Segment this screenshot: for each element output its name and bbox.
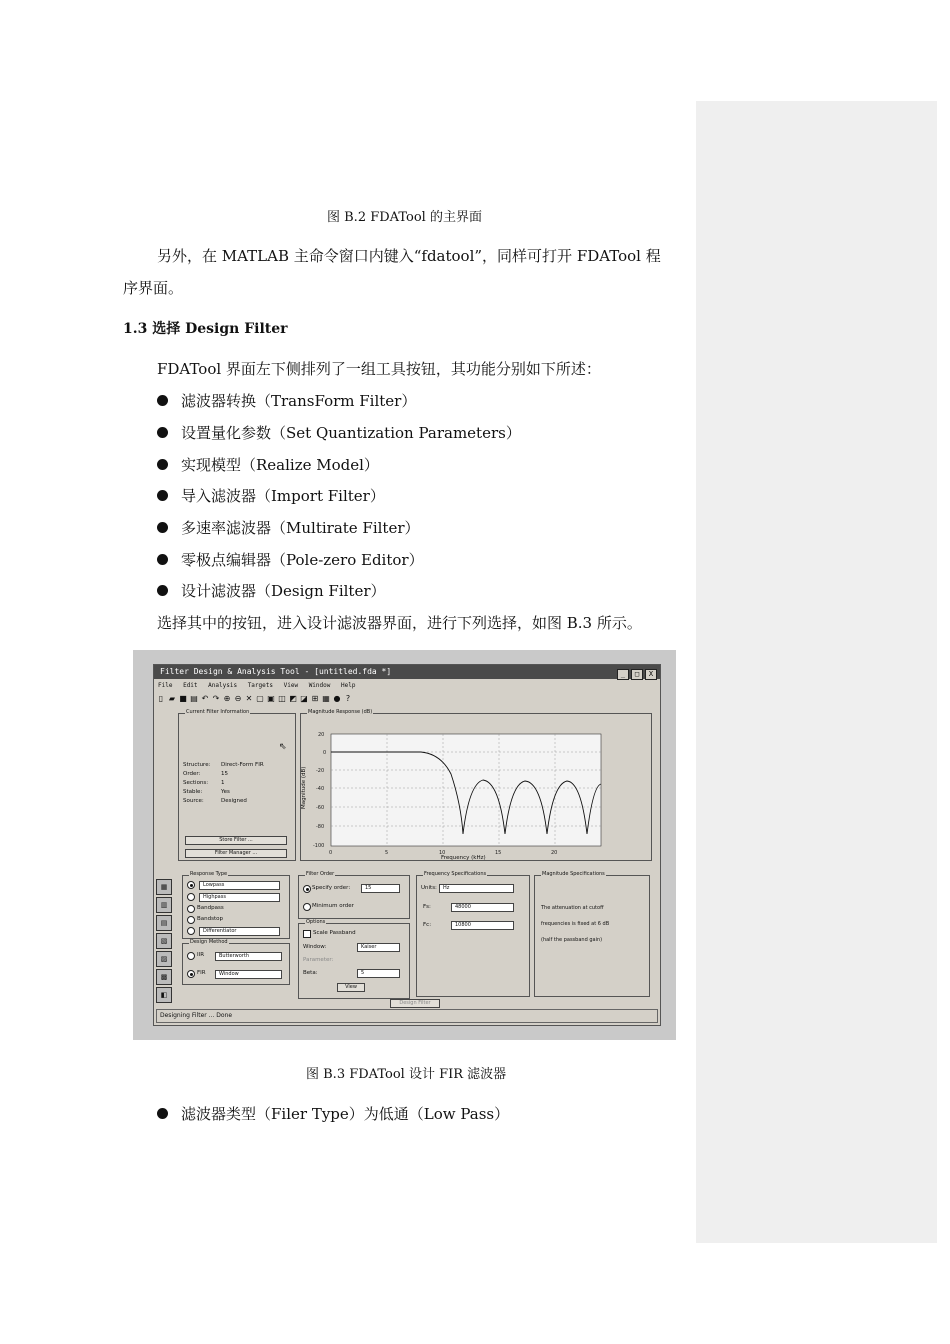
bullet-item bbox=[157, 422, 521, 443]
iir-radio[interactable] bbox=[187, 952, 195, 960]
fir-radio[interactable] bbox=[187, 970, 195, 978]
figure-caption-b3: 图 B.3 FDATool 设计 FIR 滤波器 bbox=[306, 1067, 507, 1082]
undo-icon[interactable]: ↶ bbox=[201, 694, 209, 703]
bullet-item bbox=[157, 1103, 509, 1124]
info-key: Structure: bbox=[183, 762, 211, 768]
filter-order-panel bbox=[298, 871, 410, 919]
bullet-item bbox=[157, 549, 424, 570]
highpass-radio[interactable] bbox=[187, 893, 195, 901]
bullet-item bbox=[157, 485, 385, 506]
info-value: Yes bbox=[221, 789, 230, 795]
status-bar: Designing Filter ... Done bbox=[156, 1009, 658, 1023]
ytick: -40 bbox=[316, 786, 325, 792]
redo-icon[interactable]: ↷ bbox=[212, 694, 220, 703]
ytick: -20 bbox=[316, 768, 325, 774]
window-title: Filter Design & Analysis Tool - [untitled.fda *] bbox=[160, 667, 392, 676]
open-icon[interactable]: ▰ bbox=[168, 694, 176, 703]
filter-manager-button[interactable]: Filter Manager ... bbox=[185, 849, 287, 858]
panel-label: Response Type bbox=[190, 871, 228, 877]
bullet-dot bbox=[157, 1108, 168, 1119]
mag-spec-text: The attenuation at cutoff bbox=[541, 905, 604, 911]
response-type-panel bbox=[182, 871, 290, 939]
panel-label: Filter Order bbox=[306, 871, 335, 877]
differentiator-radio[interactable] bbox=[187, 927, 195, 935]
bullet-text: 设计滤波器（Design Filter） bbox=[181, 582, 386, 600]
magnitude-icon[interactable]: ▢ bbox=[256, 694, 264, 703]
save-icon[interactable]: ■ bbox=[179, 694, 187, 703]
paragraph: FDATool 界面左下侧排列了一组工具按钮，其功能分别如下所述： bbox=[157, 360, 601, 378]
frequency-specifications-panel bbox=[416, 871, 530, 997]
design-filter-icon[interactable]: ◧ bbox=[156, 987, 172, 1003]
info-value: 1 bbox=[221, 780, 225, 786]
info-value: Direct-Form FIR bbox=[221, 762, 264, 768]
info-key: Source: bbox=[183, 798, 204, 804]
mag-spec-text: frequencies is fixed at 6 dB bbox=[541, 921, 610, 927]
xtick: 0 bbox=[329, 850, 333, 856]
differentiator-select[interactable]: Differentiator bbox=[199, 927, 280, 936]
bullet-text: 零极点编辑器（Pole-zero Editor） bbox=[181, 551, 424, 569]
bullet-item bbox=[157, 517, 420, 538]
paragraph-line: 序界面。 bbox=[123, 279, 184, 297]
menubar bbox=[154, 680, 660, 691]
section-heading: 1.3 选择 Design Filter bbox=[123, 321, 288, 337]
specify-order-label: Specify order: bbox=[312, 885, 351, 891]
quantization-icon[interactable]: ▥ bbox=[156, 897, 172, 913]
xtick: 15 bbox=[495, 850, 502, 856]
iir-method-select[interactable]: Butterworth bbox=[215, 952, 282, 961]
info-icon[interactable]: ● bbox=[333, 694, 341, 703]
x-axis-label: Frequency (kHz) bbox=[441, 855, 486, 861]
figure-caption-b2: 图 B.2 FDATool 的主界面 bbox=[327, 210, 482, 225]
window-titlebar bbox=[154, 665, 660, 679]
paragraph: 选择其中的按钮，进入设计滤波器界面，进行下列选择，如图 B.3 所示。 bbox=[157, 614, 642, 632]
ytick: -80 bbox=[316, 824, 325, 830]
design-filter-button[interactable]: Design Filter bbox=[390, 999, 440, 1008]
xtick: 10 bbox=[439, 850, 446, 856]
order-input[interactable]: 15 bbox=[361, 884, 400, 893]
transform-filter-icon[interactable]: ▦ bbox=[156, 879, 172, 895]
panel-label: Magnitude Specifications bbox=[542, 871, 605, 877]
beta-input[interactable]: 5 bbox=[357, 969, 400, 978]
cursor-icon: ⇖ bbox=[279, 742, 287, 752]
fc-input[interactable]: 10800 bbox=[451, 921, 514, 930]
menu-edit[interactable]: Edit bbox=[183, 682, 198, 689]
fir-method-select[interactable]: Window bbox=[215, 970, 282, 979]
parameter-label: Parameter: bbox=[303, 957, 334, 963]
bandstop-radio[interactable] bbox=[187, 916, 195, 924]
bullet-dot bbox=[157, 395, 168, 406]
multirate-filter-icon[interactable]: ▨ bbox=[156, 951, 172, 967]
store-filter-button[interactable]: Store Filter ... bbox=[185, 836, 287, 845]
fdatool-window bbox=[153, 664, 661, 1026]
options-panel bbox=[298, 919, 410, 999]
bandpass-label: Bandpass bbox=[197, 905, 224, 911]
info-value: Designed bbox=[221, 798, 247, 804]
mag-spec-text: (half the passband gain) bbox=[541, 937, 603, 943]
y-axis-label: Magnitude (dB) bbox=[301, 766, 307, 809]
iir-label: IIR bbox=[197, 952, 205, 958]
view-button[interactable]: View bbox=[337, 983, 365, 992]
panel-label: Current Filter Information bbox=[186, 709, 250, 715]
minimum-order-label: Minimum order bbox=[312, 903, 354, 909]
lowpass-select[interactable]: Lowpass bbox=[199, 881, 280, 890]
magnitude-specifications-panel bbox=[534, 871, 650, 997]
scale-passband-label: Scale Passband bbox=[313, 930, 356, 936]
menu-window[interactable]: Window bbox=[308, 682, 331, 689]
menu-analysis[interactable]: Analysis bbox=[208, 682, 238, 689]
menu-help[interactable]: Help bbox=[341, 682, 356, 689]
help-icon[interactable]: ? bbox=[345, 694, 351, 703]
fs-label: Fs: bbox=[423, 904, 431, 910]
info-value: 15 bbox=[221, 771, 228, 777]
panel-label: Magnitude Response (dB) bbox=[308, 709, 373, 715]
bandpass-radio[interactable] bbox=[187, 905, 195, 913]
window-label: Window: bbox=[303, 944, 327, 950]
units-select[interactable]: Hz bbox=[439, 884, 514, 893]
units-label: Units: bbox=[421, 885, 437, 891]
bullet-dot bbox=[157, 427, 168, 438]
coeff-icon[interactable]: ▦ bbox=[322, 694, 330, 703]
beta-label: Beta: bbox=[303, 970, 318, 976]
bullet-dot bbox=[157, 490, 168, 501]
bullet-item bbox=[157, 454, 379, 475]
fs-input[interactable]: 48000 bbox=[451, 903, 514, 912]
bullet-text: 实现模型（Realize Model） bbox=[181, 456, 379, 474]
bullet-text: 多速率滤波器（Multirate Filter） bbox=[181, 519, 420, 537]
maximize-button[interactable]: □ bbox=[631, 669, 643, 680]
bullet-dot bbox=[157, 585, 168, 596]
info-key: Order: bbox=[183, 771, 201, 777]
design-method-panel bbox=[182, 939, 290, 985]
ytick: 20 bbox=[318, 732, 325, 738]
bullet-text: 导入滤波器（Import Filter） bbox=[181, 487, 385, 505]
window-select[interactable]: Kaiser bbox=[357, 943, 400, 952]
bullet-text: 滤波器类型（Filer Type）为低通（Low Pass） bbox=[181, 1105, 510, 1123]
close-button[interactable]: X bbox=[645, 669, 657, 680]
panel-label: Design Method bbox=[190, 939, 228, 945]
pole-zero-icon[interactable]: ⊞ bbox=[311, 694, 319, 703]
bullet-dot bbox=[157, 554, 168, 565]
impulse-icon[interactable]: ◩ bbox=[289, 694, 297, 703]
zoom-out-icon[interactable]: ⊖ bbox=[234, 694, 242, 703]
bullet-item bbox=[157, 390, 416, 411]
comment-margin bbox=[696, 101, 937, 1243]
zoom-in-icon[interactable]: ⊕ bbox=[223, 694, 231, 703]
minimum-order-radio[interactable] bbox=[303, 903, 311, 911]
bullet-item bbox=[157, 580, 386, 601]
xtick: 5 bbox=[385, 850, 389, 856]
bandstop-label: Bandstop bbox=[197, 916, 223, 922]
panel-label: Options bbox=[306, 919, 326, 925]
menu-view[interactable]: View bbox=[283, 682, 299, 689]
current-filter-info-panel bbox=[178, 709, 296, 861]
magnitude-plot bbox=[301, 714, 651, 860]
ytick: -60 bbox=[316, 805, 325, 811]
realize-model-icon[interactable]: ▤ bbox=[156, 915, 172, 931]
menu-file[interactable]: File bbox=[158, 682, 173, 689]
step-icon[interactable]: ◪ bbox=[300, 694, 308, 703]
panel-label: Frequency Specifications bbox=[424, 871, 487, 877]
full-view-icon[interactable]: ✕ bbox=[245, 694, 253, 703]
highpass-select[interactable]: Highpass bbox=[199, 893, 280, 902]
fc-label: Fc: bbox=[423, 922, 432, 928]
fir-label: FIR bbox=[197, 970, 206, 976]
ytick: -100 bbox=[313, 843, 325, 849]
import-filter-icon[interactable]: ▧ bbox=[156, 933, 172, 949]
bullet-dot bbox=[157, 459, 168, 470]
ytick: 0 bbox=[323, 750, 327, 756]
magnitude-response-panel bbox=[300, 709, 652, 861]
minimize-button[interactable]: _ bbox=[617, 669, 629, 680]
pole-zero-editor-icon[interactable]: ▩ bbox=[156, 969, 172, 985]
phase-icon[interactable]: ▣ bbox=[267, 694, 275, 703]
lowpass-radio[interactable] bbox=[187, 881, 195, 889]
xtick: 20 bbox=[551, 850, 558, 856]
toolbar bbox=[156, 692, 658, 705]
print-icon[interactable]: ▤ bbox=[190, 694, 198, 703]
bullet-text: 滤波器转换（TransForm Filter） bbox=[181, 392, 417, 410]
info-key: Stable: bbox=[183, 789, 203, 795]
info-key: Sections: bbox=[183, 780, 209, 786]
scale-passband-checkbox[interactable] bbox=[303, 930, 311, 938]
group-delay-icon[interactable]: ◫ bbox=[278, 694, 286, 703]
specify-order-radio[interactable] bbox=[303, 885, 311, 893]
new-icon[interactable]: ▯ bbox=[158, 694, 164, 703]
bullet-text: 设置量化参数（Set Quantization Parameters） bbox=[181, 424, 521, 442]
paragraph-line: 另外，在 MATLAB 主命令窗口内键入“fdatool”，同样可打开 FDATool 程 bbox=[157, 247, 661, 265]
bullet-dot bbox=[157, 522, 168, 533]
menu-targets[interactable]: Targets bbox=[247, 682, 273, 689]
fdatool-screenshot bbox=[133, 650, 676, 1040]
